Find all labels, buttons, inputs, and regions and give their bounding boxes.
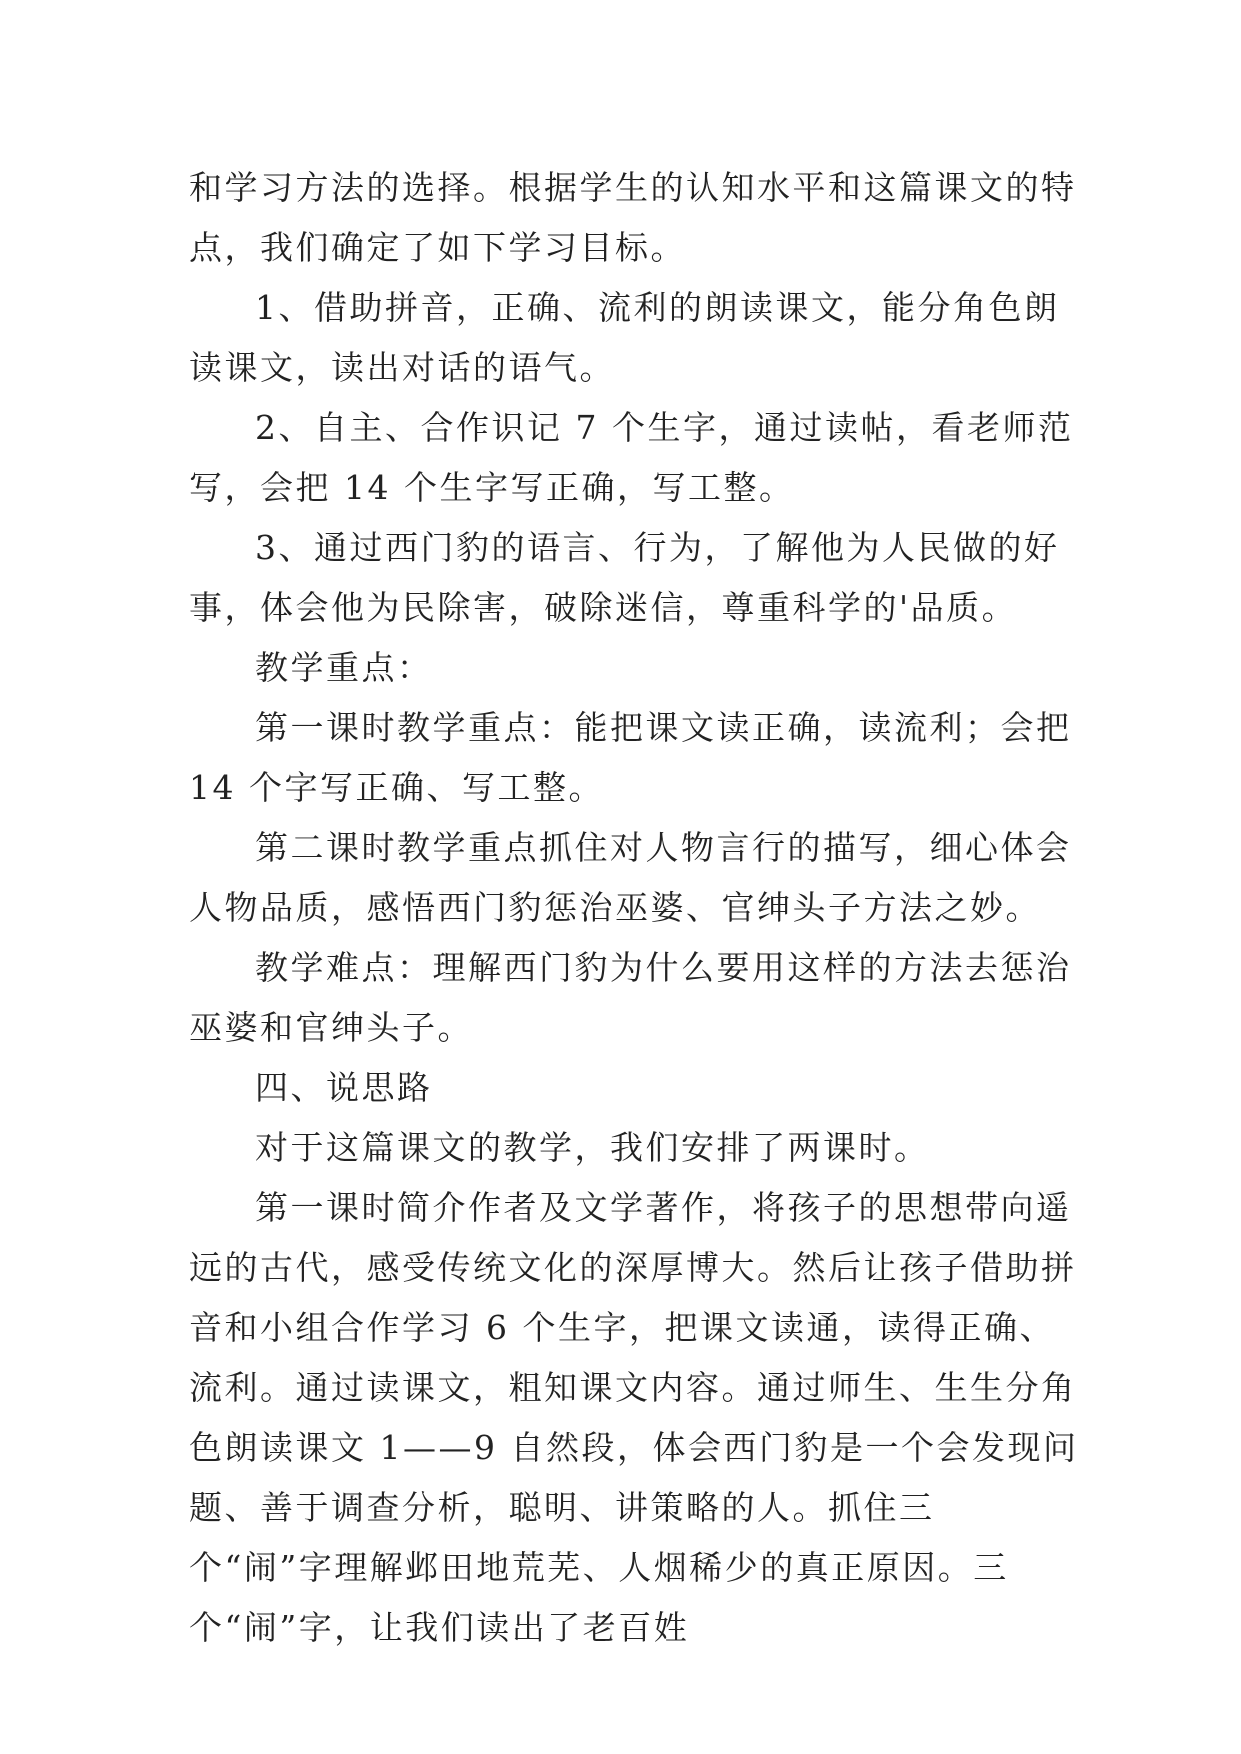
paragraph-lesson-2-focus: 第二课时教学重点抓住对人物言行的描写，细心体会人物品质，感悟西门豹惩治巫婆、官绅头子方法之妙。 <box>189 828 1072 927</box>
paragraph-lesson-1-focus: 第一课时教学重点：能把课文读正确，读流利；会把 14 个字写正确、写工整。 <box>189 708 1072 807</box>
paragraph-goal-1: 1、借助拼音，正确、流利的朗读课文，能分角色朗读课文，读出对话的语气。 <box>189 288 1060 387</box>
paragraph-goal-2: 2、自主、合作识记 7 个生字，通过读帖，看老师范写，会把 14 个生字写正确，写工整。 <box>189 408 1074 507</box>
paragraph-teaching-difficulty: 教学难点：理解西门豹为什么要用这样的方法去惩治巫婆和官绅头子。 <box>189 948 1072 1047</box>
paragraph-lesson-arrangement: 对于这篇课文的教学，我们安排了两课时。 <box>255 1128 930 1167</box>
paragraph-goal-3: 3、通过西门豹的语言、行为，了解他为人民做的好事，体会他为民除害，破除迷信，尊重科学的'品质。 <box>189 528 1060 627</box>
heading-section-4: 四、说思路 <box>255 1068 433 1107</box>
paragraph-learning-goals-intro: 和学习方法的选择。根据学生的认知水平和这篇课文的特点，我们确定了如下学习目标。 <box>189 168 1077 267</box>
document-body <box>189 158 1079 1658</box>
heading-teaching-focus: 教学重点： <box>255 648 433 687</box>
paragraph-lesson-1-plan: 第一课时简介作者及文学著作，将孩子的思想带向遥远的古代，感受传统文化的深厚博大。然后让孩子借助拼音和小组合作学习 6 个生字，把课文读通，读得正确、流利。通过读课文，粗知课文内容。通过师生、生生分角色朗读课文 1——9 自然段，体会西门豹是一个会发现问题、善于调查分析，聪明、讲策略的人。抓住三个“闹”字理解邺田地荒芜、人烟稀少的真正原因。三个“闹”字，让我们读出了老百姓 <box>189 1188 1079 1647</box>
